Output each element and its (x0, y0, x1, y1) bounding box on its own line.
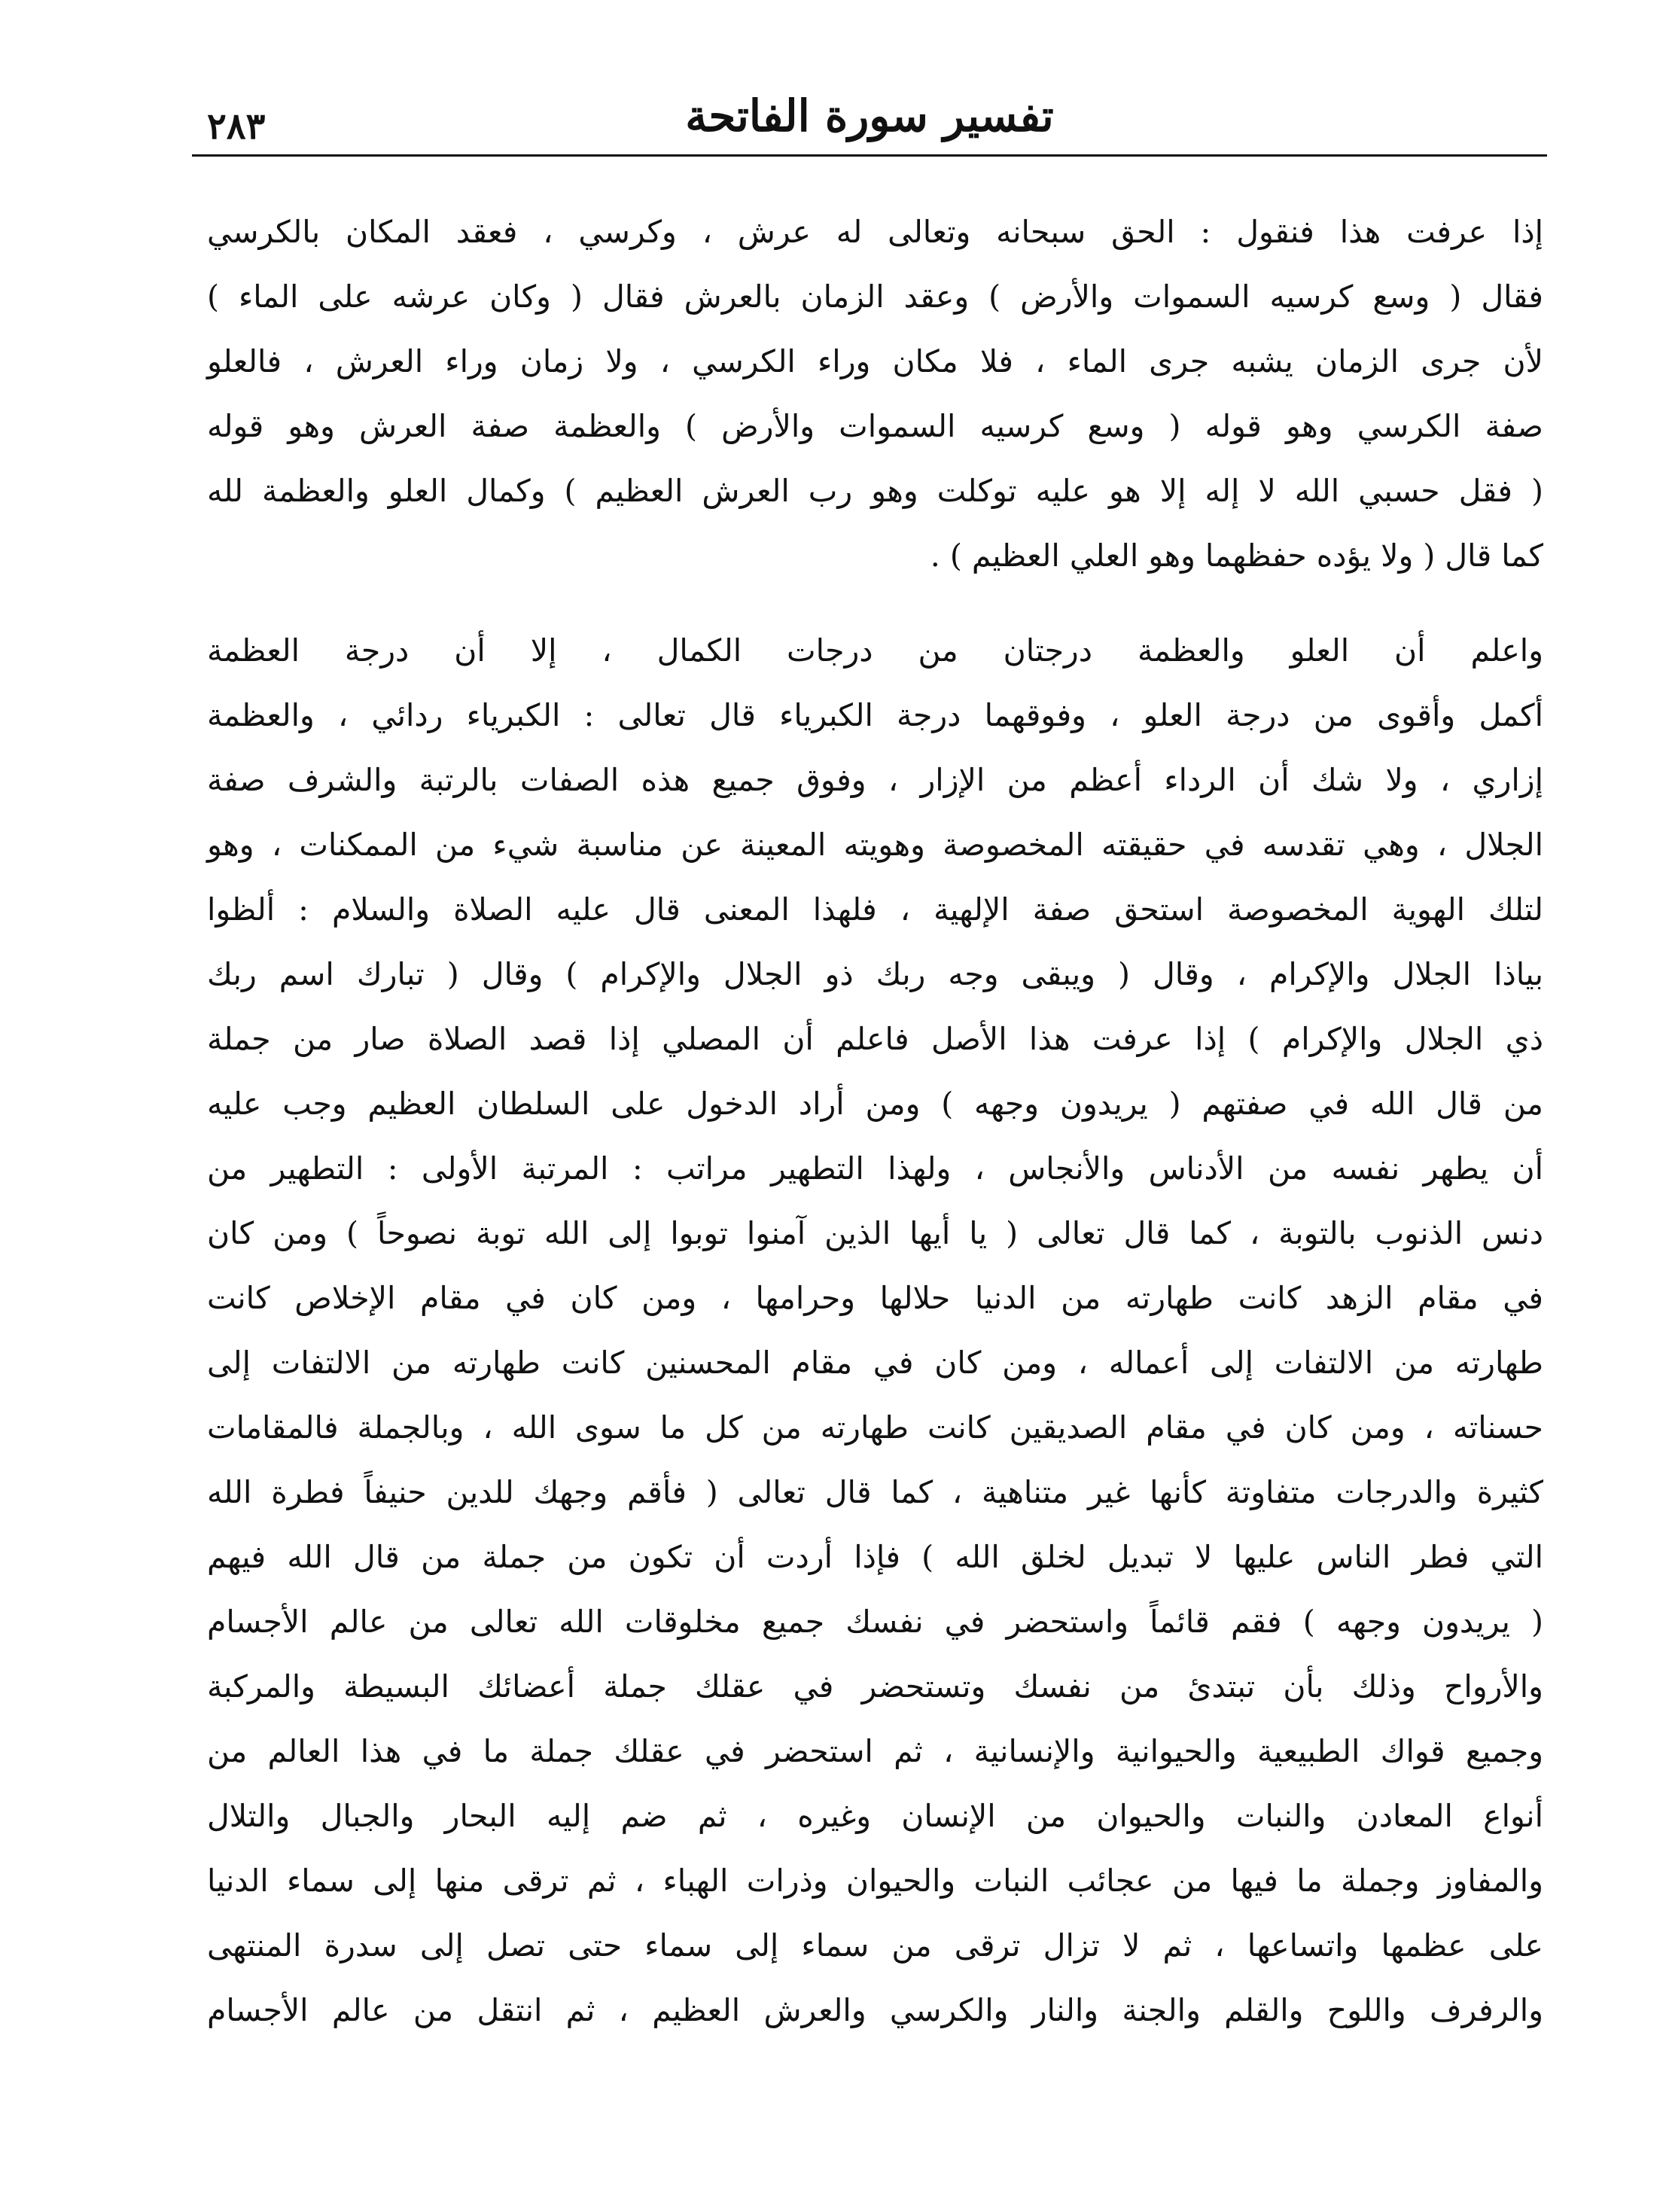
text-line: دنس الذنوب بالتوبة ، كما قال تعالى ( يا أيها الذين آمنوا توبوا إلى الله توبة نصوحاً ) ومن كان (207, 1215, 1543, 1251)
text-line: أكمل وأقوى من درجة العلو ، وفوقهما درجة الكبرياء قال تعالى : الكبرياء ردائي ، والعظمة (207, 697, 1543, 733)
text-line: والمفاوز وجملة ما فيها من عجائب النبات والحيوان وذرات الهباء ، ثم ترقى منها إلى سماء الدنيا (207, 1863, 1543, 1899)
text-line: فقال ( وسع كرسيه السموات والأرض ) وعقد الزمان بالعرش فقال ( وكان عرشه على الماء ) (207, 279, 1543, 315)
text-line: حسناته ، ومن كان في مقام الصديقين كانت طهارته من كل ما سوى الله ، وبالجملة فالمقامات (207, 1409, 1543, 1446)
text-line: لتلك الهوية المخصوصة استحق صفة الإلهية ، فلهذا المعنى قال عليه الصلاة والسلام : ألظوا (207, 891, 1543, 928)
paragraph-2 (207, 618, 1543, 2043)
text-line: أن يطهر نفسه من الأدناس والأنجاس ، ولهذا التطهير مراتب : المرتبة الأولى : التطهير من (207, 1150, 1543, 1187)
text-line: صفة الكرسي وهو قوله ( وسع كرسيه السموات والأرض ) والعظمة صفة العرش وهو قوله (207, 408, 1543, 444)
text-line: لأن جرى الزمان يشبه جرى الماء ، فلا مكان وراء الكرسي ، ولا زمان وراء العرش ، فالعلو (207, 343, 1543, 379)
paragraph-1 (207, 200, 1543, 588)
page-number: ٢٨٣ (207, 105, 266, 148)
text-line: طهارته من الالتفات إلى أعماله ، ومن كان في مقام المحسنين كانت طهارته من الالتفات إلى (207, 1345, 1543, 1381)
text-line: كثيرة والدرجات متفاوتة كأنها غير متناهية ، كما قال تعالى ( فأقم وجهك للدين حنيفاً فطرة الله (207, 1474, 1543, 1510)
text-line: والأرواح وذلك بأن تبتدئ من نفسك وتستحضر في عقلك جملة أعضائك البسيطة والمركبة (207, 1668, 1543, 1705)
page-header (192, 72, 1547, 157)
text-line: ذي الجلال والإكرام ) إذا عرفت هذا الأصل فاعلم أن المصلي إذا قصد الصلاة صار من جملة (207, 1021, 1543, 1057)
text-line: الجلال ، وهي تقدسه في حقيقته المخصوصة وهويته المعينة عن مناسبة شيء من الممكنات ، وهو (207, 827, 1543, 863)
text-line: والرفرف واللوح والقلم والجنة والنار والكرسي والعرش العظيم ، ثم انتقل من عالم الأجسام (207, 1992, 1543, 2028)
page-body (207, 200, 1543, 2043)
text-line: ( يريدون وجهه ) فقم قائماً واستحضر في نفسك جميع مخلوقات الله تعالى من عالم الأجسام (207, 1604, 1543, 1640)
text-line: على عظمها واتساعها ، ثم لا تزال ترقى من سماء إلى سماء حتى تصل إلى سدرة المنتهى (207, 1927, 1543, 1964)
text-line: ( فقل حسبي الله لا إله إلا هو عليه توكلت وهو رب العرش العظيم ) وكمال العلو والعظمة لله (207, 473, 1543, 509)
text-line: في مقام الزهد كانت طهارته من الدنيا حلالها وحرامها ، ومن كان في مقام الإخلاص كانت (207, 1280, 1543, 1316)
text-line: إزاري ، ولا شك أن الرداء أعظم من الإزار ، وفوق جميع هذه الصفات بالرتبة والشرف صفة (207, 762, 1543, 798)
text-line: من قال الله في صفتهم ( يريدون وجهه ) ومن أراد الدخول على السلطان العظيم وجب عليه (207, 1086, 1543, 1122)
text-line: أنواع المعادن والنبات والحيوان من الإنسان وغيره ، ثم ضم إليه البحار والجبال والتلال (207, 1798, 1543, 1834)
text-line: واعلم أن العلو والعظمة درجتان من درجات الكمال ، إلا أن درجة العظمة (207, 632, 1543, 669)
running-title: تفسير سورة الفاتحة (685, 90, 1054, 142)
text-line: كما قال ( ولا يؤده حفظهما وهو العلي العظيم ) . (930, 538, 1543, 574)
text-line: التي فطر الناس عليها لا تبديل لخلق الله ) فإذا أردت أن تكون من جملة من قال الله فيهم (207, 1539, 1543, 1575)
text-line: إذا عرفت هذا فنقول : الحق سبحانه وتعالى له عرش ، وكرسي ، فعقد المكان بالكرسي (207, 214, 1543, 250)
text-line: بياذا الجلال والإكرام ، وقال ( ويبقى وجه ربك ذو الجلال والإكرام ) وقال ( تبارك اسم ربك (207, 956, 1543, 992)
text-line: وجميع قواك الطبيعية والحيوانية والإنسانية ، ثم استحضر في عقلك جملة ما في هذا العالم من (207, 1733, 1543, 1769)
